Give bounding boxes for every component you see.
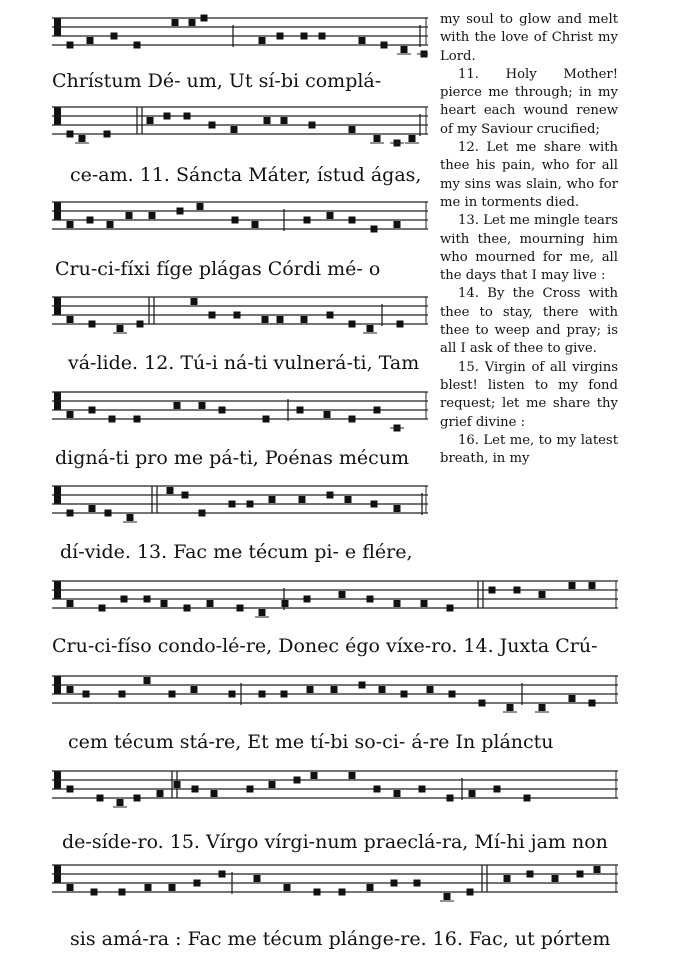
neume — [349, 321, 356, 328]
neume — [169, 691, 176, 698]
neume — [577, 871, 584, 878]
neume — [311, 772, 318, 779]
neume — [391, 880, 398, 887]
neume — [67, 411, 74, 418]
neume — [99, 605, 106, 612]
neume — [104, 131, 111, 138]
neume — [371, 226, 378, 233]
neume — [281, 691, 288, 698]
lyric-line: sis amá-ra : Fac me técum plánge-re. 16. Fac, ut pórtem — [70, 928, 611, 950]
neume — [91, 889, 98, 896]
c-clef-icon — [54, 203, 57, 220]
neume — [89, 505, 96, 512]
neume — [117, 799, 124, 806]
neume — [164, 113, 171, 120]
neume — [394, 221, 401, 228]
neume — [277, 316, 284, 323]
lyric-line: ce-am. 11. Sáncta Máter, ístud ágas, — [70, 164, 422, 186]
neume — [327, 492, 334, 499]
neume — [192, 786, 199, 793]
neume — [524, 795, 531, 802]
neume — [87, 217, 94, 224]
neume — [297, 407, 304, 414]
neume — [449, 691, 456, 698]
neume — [161, 600, 168, 607]
neume — [144, 677, 151, 684]
neume — [229, 691, 236, 698]
lyric-line: cem técum stá-re, Et me tí-bi so-ci- á-re In plánctu — [68, 731, 554, 753]
staff-7 — [52, 573, 618, 629]
neume — [467, 889, 474, 896]
neume — [569, 695, 576, 702]
neume — [589, 700, 596, 707]
c-clef-icon — [54, 582, 57, 599]
lyric-line: Cru-ci-fíxi fíge plágas Córdi mé- o — [55, 258, 381, 280]
neume — [174, 402, 181, 409]
translation-paragraph: 13. Let me mingle tears with thee, mourning him who mourned for me, all the days that I may live : — [440, 213, 618, 284]
neume — [359, 37, 366, 44]
translation-paragraph: my soul to glow and melt with the love of Christ my Lord. — [440, 12, 618, 64]
neume — [349, 217, 356, 224]
neume — [589, 582, 596, 589]
neume — [229, 501, 236, 508]
translation-paragraph: 15. Virgin of all virgins blest! listen to my fond request; let me share thy grief divine : — [440, 359, 618, 430]
neume — [259, 37, 266, 44]
lyric-line: dí-vide. 13. Fac me técum pi- e flére, — [60, 541, 413, 563]
neume — [184, 113, 191, 120]
translation-paragraph: 14. By the Cross with thee to stay, there with thee to weep and pray; is all I ask of thee to give. — [440, 286, 618, 357]
neume — [324, 411, 331, 418]
neume — [282, 600, 289, 607]
lyric-line: Chrístum Dé- um, Ut sí-bi complá- — [52, 70, 382, 92]
neume — [284, 884, 291, 891]
neume — [264, 117, 271, 124]
neume — [527, 871, 534, 878]
neume — [504, 875, 511, 882]
neume — [209, 312, 216, 319]
neume — [247, 786, 254, 793]
neume — [479, 700, 486, 707]
neume — [349, 772, 356, 779]
staff-2 — [52, 99, 428, 155]
neume — [394, 505, 401, 512]
neume — [219, 407, 226, 414]
translation-column — [440, 11, 618, 468]
neume — [262, 316, 269, 323]
neume — [414, 880, 421, 887]
neume — [237, 605, 244, 612]
neume — [219, 871, 226, 878]
neume — [374, 786, 381, 793]
neume — [327, 212, 334, 219]
c-clef-icon — [54, 19, 57, 36]
neume — [67, 316, 74, 323]
staff-6 — [52, 478, 428, 534]
neume — [259, 609, 266, 616]
neume — [301, 316, 308, 323]
neume — [172, 19, 179, 26]
neume — [394, 600, 401, 607]
lyric-line: de-síde-ro. 15. Vírgo vírgi-num praeclá-ra, Mí-hi jam non — [62, 831, 608, 853]
staff-8 — [52, 668, 618, 724]
neume — [374, 407, 381, 414]
neume — [117, 325, 124, 332]
neume — [447, 795, 454, 802]
neume — [594, 866, 601, 873]
neume — [134, 795, 141, 802]
neume — [209, 122, 216, 129]
neume — [349, 416, 356, 423]
neume — [191, 298, 198, 305]
neume — [197, 203, 204, 210]
neume — [111, 33, 118, 40]
neume — [294, 777, 301, 784]
neume — [494, 786, 501, 793]
neume — [121, 596, 128, 603]
c-clef-icon — [54, 772, 57, 789]
neume — [269, 781, 276, 788]
neume — [83, 691, 90, 698]
neume — [149, 212, 156, 219]
neume — [107, 221, 114, 228]
neume — [314, 889, 321, 896]
lyric-line: Cru-ci-físo condo-lé-re, Donec égo víxe-ro. 14. Juxta Crú- — [52, 635, 598, 657]
neume — [169, 884, 176, 891]
staff-4 — [52, 289, 428, 345]
neume — [119, 691, 126, 698]
neume — [367, 596, 374, 603]
neume — [444, 893, 451, 900]
neume — [469, 790, 476, 797]
neume — [401, 46, 408, 53]
neume — [379, 686, 386, 693]
neume — [191, 686, 198, 693]
neume — [252, 221, 259, 228]
neume — [514, 587, 521, 594]
c-clef-icon — [54, 677, 57, 694]
neume — [339, 889, 346, 896]
neume — [97, 795, 104, 802]
neume — [147, 117, 154, 124]
neume — [374, 135, 381, 142]
neume — [144, 596, 151, 603]
neume — [89, 321, 96, 328]
neume — [427, 686, 434, 693]
neume — [189, 19, 196, 26]
neume — [301, 33, 308, 40]
neume — [134, 42, 141, 49]
neume — [371, 501, 378, 508]
neume — [367, 325, 374, 332]
neume — [177, 208, 184, 215]
lyric-line: digná-ti pro me pá-ti, Poénas mécum — [55, 447, 410, 469]
staff-1 — [52, 10, 428, 66]
neume — [309, 122, 316, 129]
translation-paragraph: 11. Holy Mother! pierce me through; in my heart each wound renew of my Saviour crucified; — [440, 66, 618, 137]
staff-3 — [52, 194, 428, 250]
neume — [87, 37, 94, 44]
neume — [207, 600, 214, 607]
staff-10 — [52, 857, 618, 913]
neume — [127, 514, 134, 521]
neume — [67, 786, 74, 793]
neume — [277, 33, 284, 40]
neume — [79, 135, 86, 142]
neume — [134, 416, 141, 423]
neume — [394, 790, 401, 797]
neume — [345, 496, 352, 503]
neume — [105, 510, 112, 517]
neume — [67, 221, 74, 228]
neume — [367, 884, 374, 891]
neume — [259, 691, 266, 698]
neume — [381, 42, 388, 49]
c-clef-icon — [54, 393, 57, 410]
neume — [184, 605, 191, 612]
neume — [359, 682, 366, 689]
translation-paragraph: 12. Let me share with thee his pain, who for all my sins was slain, who for me in torments died. — [440, 140, 618, 210]
c-clef-icon — [54, 866, 57, 883]
c-clef-icon — [54, 487, 57, 504]
c-clef-icon — [54, 108, 57, 125]
neume — [174, 781, 181, 788]
neume — [552, 875, 559, 882]
neume — [447, 605, 454, 612]
neume — [119, 889, 126, 896]
neume — [145, 884, 152, 891]
neume — [67, 884, 74, 891]
neume — [254, 875, 261, 882]
neume — [349, 126, 356, 133]
neume — [67, 686, 74, 693]
neume — [539, 591, 546, 598]
neume — [409, 135, 416, 142]
neume — [167, 487, 174, 494]
neume — [199, 510, 206, 517]
neume — [201, 15, 208, 22]
neume — [157, 790, 164, 797]
neume — [199, 402, 206, 409]
neume — [89, 407, 96, 414]
lyric-line: vá-lide. 12. Tú-i ná-ti vulnerá-ti, Tam — [68, 352, 420, 374]
neume — [307, 686, 314, 693]
neume — [232, 217, 239, 224]
neume — [182, 492, 189, 499]
neume — [397, 321, 404, 328]
translation-paragraph: 16. Let me, to my latest breath, in my — [440, 432, 618, 467]
neume — [569, 582, 576, 589]
neume — [194, 880, 201, 887]
neume — [231, 126, 238, 133]
neume — [281, 117, 288, 124]
neume — [419, 786, 426, 793]
staff-5 — [52, 384, 428, 440]
neume — [331, 686, 338, 693]
neume — [67, 42, 74, 49]
c-clef-icon — [54, 298, 57, 315]
neume — [421, 600, 428, 607]
neume — [247, 501, 254, 508]
neume — [67, 131, 74, 138]
neume — [507, 704, 514, 711]
neume — [67, 510, 74, 517]
neume — [137, 321, 144, 328]
neume — [109, 416, 116, 423]
neume — [304, 217, 311, 224]
neume — [327, 312, 334, 319]
neume — [67, 600, 74, 607]
neume — [299, 496, 306, 503]
neume — [304, 596, 311, 603]
neume — [539, 704, 546, 711]
neume — [339, 591, 346, 598]
neume — [234, 312, 241, 319]
neume — [126, 212, 133, 219]
neume — [269, 496, 276, 503]
staff-9 — [52, 763, 618, 819]
neume — [263, 416, 270, 423]
neume — [489, 587, 496, 594]
neume — [211, 790, 218, 797]
neume — [319, 33, 326, 40]
neume — [401, 691, 408, 698]
